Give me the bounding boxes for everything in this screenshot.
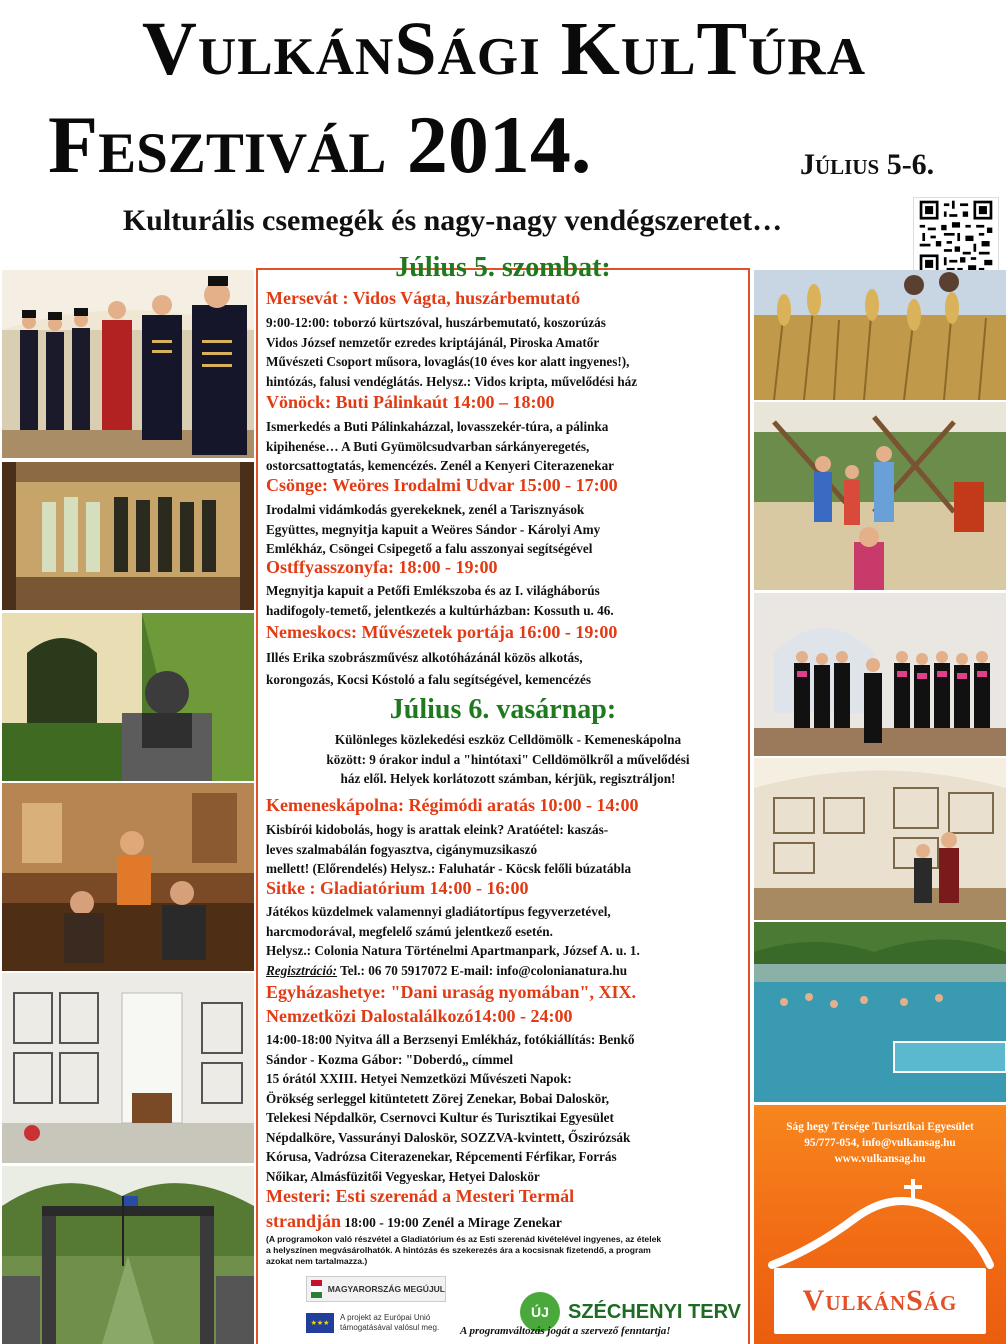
hill-icon	[754, 1169, 1006, 1269]
eu-support-logo	[306, 1310, 446, 1336]
event-text-kemeneskapolna: Kisbírói kidobolás, hogy is arattak eleink? Aratóétel: kaszás- leves szalmabálán fogyasztva, cigánymuzsikaszó mellett! (Előrendelés) Helysz.: Faluhatár - Köcsk felőli búzatábla	[266, 822, 632, 876]
registration-contact: Tel.: 06 70 5917072 E-mail: info@colonianatura.hu	[337, 962, 628, 978]
program-column	[256, 252, 750, 1344]
mm-logo-text: MAGYARORSZÁG MEGÚJUL	[327, 1284, 445, 1294]
poster-subtitle: Kulturális csemegék és nagy-nagy vendégszeretet…	[122, 204, 783, 237]
event-text-nemeskocs: Illés Erika szobrászművész alkotóházánál közös alkotás, korongozás, Kocsi Kóstoló a falu segítségével, kemencézés	[266, 650, 591, 687]
uj-badge-icon: ÚJ	[520, 1292, 560, 1332]
event-title-mesteri-1: Mesteri: Esti szerenád a Mesteri Termál	[266, 1186, 575, 1206]
event-title-kemeneskapolna: Kemeneskápolna: Régimódi aratás 10:00 - 14:00	[266, 795, 639, 815]
organizer-box	[754, 1105, 1006, 1344]
photo-hussars	[2, 270, 254, 458]
poster-title-line2: Fesztivál 2014.	[48, 99, 592, 190]
event-text-sitke: Játékos küzdelmek valamennyi gladiátortípus fegyverzetével, harcmodorával, megfelelő számú jelentkező esetén. Helysz.: Colonia Natura Történelmi Apartmanpark, József A. u. 1. Regisztráció: Tel.: 06 70 5917072 E-mail: info@colonianatura.hu	[266, 904, 640, 978]
day2-intro-text: Különleges közlekedési eszköz Celldömölk - Kemeneskápolna között: 9 órakor indul a "hintótaxi" Celldömölkről a művelődési ház elől. Helyek korlátozott számban, kérjük, regisztráljon!	[326, 732, 690, 786]
qr-code	[913, 197, 999, 277]
organizer-name: Ság hegy Térsége Turisztikai Egyesület	[786, 1121, 974, 1133]
event-title-csonge: Csönge: Weöres Irodalmi Udvar 15:00 - 17:00	[266, 475, 618, 495]
photo-thermal-pool	[754, 922, 1006, 1102]
event-text-vonock: Ismerkedés a Buti Pálinkaházzal, lovasszekér-túra, a pálinka kipihenése… A Buti Gyümölcsudvarban sárkányeregetés, ostorcsattogtatás, kemencézés. Zenél a Kenyeri Citerazenekar	[266, 419, 615, 473]
event-title-mersevat: Mersevát : Vidos Vágta, huszárbemutató	[266, 288, 581, 308]
event-text-csonge: Irodalmi vidámkodás gyerekeknek, zenél a Tarisznyások Együttes, megnyitja kapuit a Weöres Sándor - Károlyi Amy Emlékház, Csöngei Csipegető a falu asszonyai segítségével	[266, 502, 601, 556]
eu-support-text: A projekt az Európai Unió támogatásával valósul meg.	[340, 1313, 440, 1332]
photo-museum-interior	[754, 758, 1006, 920]
photo-wheat-field	[754, 270, 1006, 400]
organizer-web: www.vulkansag.hu	[834, 1153, 926, 1165]
photo-exhibition-room	[2, 973, 254, 1163]
event-title-vonock: Vönöck: Buti Pálinkaút 14:00 – 18:00	[266, 392, 555, 412]
participation-note: (A programokon való részvétel a Gladiatórium és az Esti szerenád kivételével ingyenes, az ételek a helyszínen megvásárolhatók. A hintózás és szekerezés ára a kocsisnak fizetendő, a program azokat nem tartalmazza.)	[266, 1234, 662, 1266]
photo-cemetery-gate	[2, 1166, 254, 1344]
day1-heading: Július 5. szombat:	[395, 252, 611, 283]
photo-gladiator-kids	[754, 402, 1006, 590]
registration-label: Regisztráció:	[266, 962, 338, 978]
event-title-egyhazashetye-1: Egyházashetye: "Dani uraság nyomában", XIX.	[266, 982, 637, 1002]
event-text-mersevat: 9:00-12:00: toborzó kürtszóval, huszárbemutató, koszorúzás Vidos József nemzetőr ezredes kriptájánál, Piroska Amatőr Művészeti Csoport műsora, lovaglás(10 éves kor alatt ingyenes!), hintózás, falusi vendéglátás. Helysz.: Vidos kripta, művelődési ház	[266, 315, 638, 389]
event-text-egyhazashetye: 14:00-18:00 Nyitva áll a Berzsenyi Emlékház, fotókiállítás: Benkő Sándor - Kozma Gábor: "Doberdó„ címmel 15 órától XXIII. Hetyei Nemzetközi Művészeti Napok: Örökség serleggel kitüntetett Zörej Zenekar, Bobai Daloskör, Telekesi Népdalkör, Csernovci Kultur és Turisztikai Egyesület Népdalköre, Vassurányi Daloskör, SOZZVA-kvintett, Őszirózsák Kórusa, Vadrózsa Citerazenekar, Répcementi Férfikar, Forrás Nőikar, Almásfüzitői Vegyeskar, Hetyei Daloskör	[266, 1032, 635, 1184]
magyarorszag-megujul-logo	[306, 1276, 446, 1302]
event-title-mesteri-2: strandján 18:00 - 19:00 Zenél a Mirage Zenekar	[266, 1211, 562, 1231]
qr-code-graphic	[914, 198, 998, 276]
day2-heading: Július 6. vasárnap:	[389, 694, 617, 725]
event-title-ostffyasszonyfa: Ostffyasszonyfa: 18:00 - 19:00	[266, 557, 498, 577]
photo-workshop	[2, 783, 254, 971]
szechenyi-terv-text: SZÉCHENYI TERV	[568, 1300, 741, 1323]
event-title-nemeskocs: Nemeskocs: Művészetek portája 16:00 - 19:00	[266, 622, 618, 642]
vulkansag-logo-text: VulkánSág	[802, 1284, 958, 1317]
eu-flag-icon: ★★★	[306, 1313, 334, 1333]
photo-choir	[754, 593, 1006, 756]
event-text-ostffyasszonyfa: Megnyitja kapuit a Petőfi Emlékszoba és az I. világháborús hadifogoly-temető, jelentkezés a kultúrházban: Kossuth u. 46.	[266, 583, 614, 618]
vulkansag-logo	[774, 1268, 986, 1334]
hungary-flag-icon	[311, 1280, 322, 1298]
photo-palinka-bottles	[2, 462, 254, 610]
disclaimer-text: A programváltozás jogát a szervező fenntartja!	[460, 1325, 671, 1337]
event-title-sitke: Sitke : Gladiatórium 14:00 - 16:00	[266, 878, 529, 898]
organizer-contact: 95/777-054, info@vulkansag.hu	[804, 1137, 956, 1149]
poster-title-line1: VulkánSági KulTúra	[142, 7, 866, 91]
event-title-egyhazashetye-2: Nemzetközi Dalostalálkozó14:00 - 24:00	[266, 1006, 573, 1026]
photo-statue-garden	[2, 613, 254, 781]
event-text-mesteri: 18:00 - 19:00 Zenél a Mirage Zenekar	[341, 1215, 562, 1230]
festival-dates: Július 5-6.	[800, 148, 935, 181]
